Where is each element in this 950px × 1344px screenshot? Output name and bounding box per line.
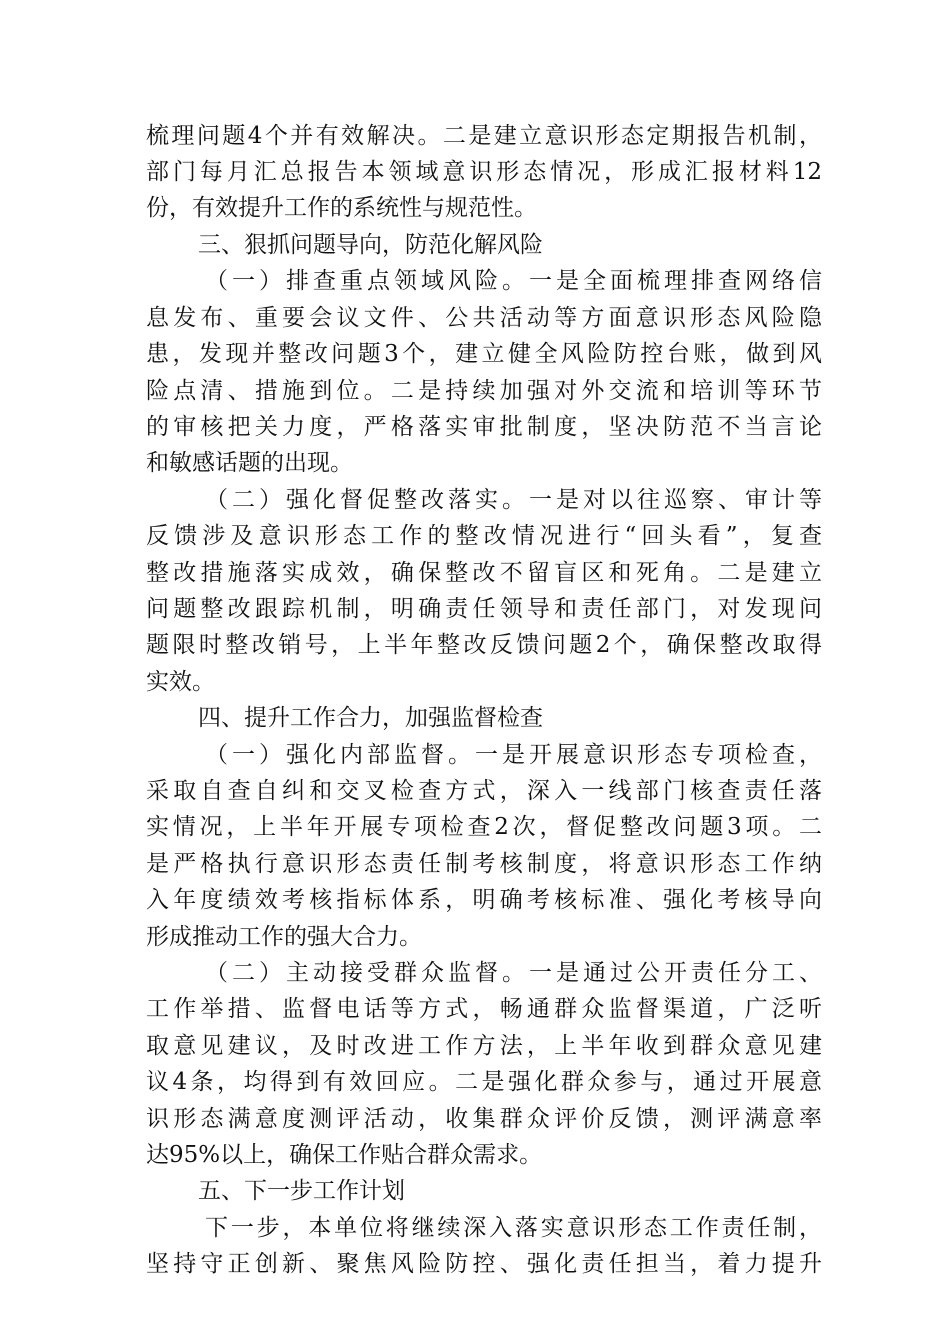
body-text-line: 形成推动工作的强大合力。 xyxy=(146,924,422,950)
body-text-line: 达95%以上，确保工作贴合群众需求。 xyxy=(146,1142,543,1168)
subsection-heading-3-2: （二）强化督促整改落实。一是对以往巡察、审计等 xyxy=(205,487,822,513)
body-text-line: 和敏感话题的出现。 xyxy=(146,450,353,476)
subsection-heading-4-2: （二）主动接受群众监督。一是通过公开责任分工、 xyxy=(205,960,822,986)
body-text-line: 梳理问题4个并有效解决。二是建立意识形态定期报告机制， xyxy=(146,123,822,149)
subsection-heading-3-1: （一）排查重点领域风险。一是全面梳理排查网络信 xyxy=(205,268,822,294)
subsection-heading-4-1: （一）强化内部监督。一是开展意识形态专项检查， xyxy=(205,742,822,768)
body-text-line: 识形态满意度测评活动，收集群众评价反馈，测评满意率 xyxy=(146,1106,822,1132)
body-text-line: 实情况，上半年开展专项检查2次，督促整改问题3项。二 xyxy=(146,814,822,840)
body-text-line: 坚持守正创新、聚焦风险防控、强化责任担当，着力提升 xyxy=(146,1251,822,1277)
body-text-line: 题限时整改销号，上半年整改反馈问题2个，确保整改取得 xyxy=(146,632,822,658)
body-text-line: 采取自查自纠和交叉检查方式，深入一线部门核查责任落 xyxy=(146,778,822,804)
body-text-line: 问题整改跟踪机制，明确责任领导和责任部门，对发现问 xyxy=(146,596,822,622)
body-text-line: 下一步，本单位将继续深入落实意识形态工作责任制， xyxy=(205,1215,822,1241)
body-text-line: 是严格执行意识形态责任制考核制度，将意识形态工作纳 xyxy=(146,851,822,877)
section-heading-4: 四、提升工作合力，加强监督检查 xyxy=(198,705,543,731)
body-text-line: 议4条，均得到有效回应。二是强化群众参与，通过开展意 xyxy=(146,1069,822,1095)
body-text-line: 取意见建议，及时改进工作方法，上半年收到群众意见建 xyxy=(146,1033,822,1059)
body-text-line: 份，有效提升工作的系统性与规范性。 xyxy=(146,195,537,221)
section-heading-5: 五、下一步工作计划 xyxy=(198,1178,405,1204)
body-text-line: 工作举措、监督电话等方式，畅通群众监督渠道，广泛听 xyxy=(146,996,822,1022)
body-text-line: 入年度绩效考核指标体系，明确考核标准、强化考核导向 xyxy=(146,887,822,913)
body-text-line: 险点清、措施到位。二是持续加强对外交流和培训等环节 xyxy=(146,378,822,404)
body-text-line: 部门每月汇总报告本领域意识形态情况，形成汇报材料12 xyxy=(146,159,822,185)
body-text-line: 息发布、重要会议文件、公共活动等方面意识形态风险隐 xyxy=(146,305,822,331)
body-text-line: 实效。 xyxy=(146,669,215,695)
section-heading-3: 三、狠抓问题导向，防范化解风险 xyxy=(198,232,543,258)
body-text-line: 反馈涉及意识形态工作的整改情况进行“回头看”，复查 xyxy=(146,523,822,549)
body-text-line: 患，发现并整改问题3个，建立健全风险防控台账，做到风 xyxy=(146,341,822,367)
body-text-line: 的审核把关力度，严格落实审批制度，坚决防范不当言论 xyxy=(146,414,822,440)
body-text-line: 整改措施落实成效，确保整改不留盲区和死角。二是建立 xyxy=(146,560,822,586)
